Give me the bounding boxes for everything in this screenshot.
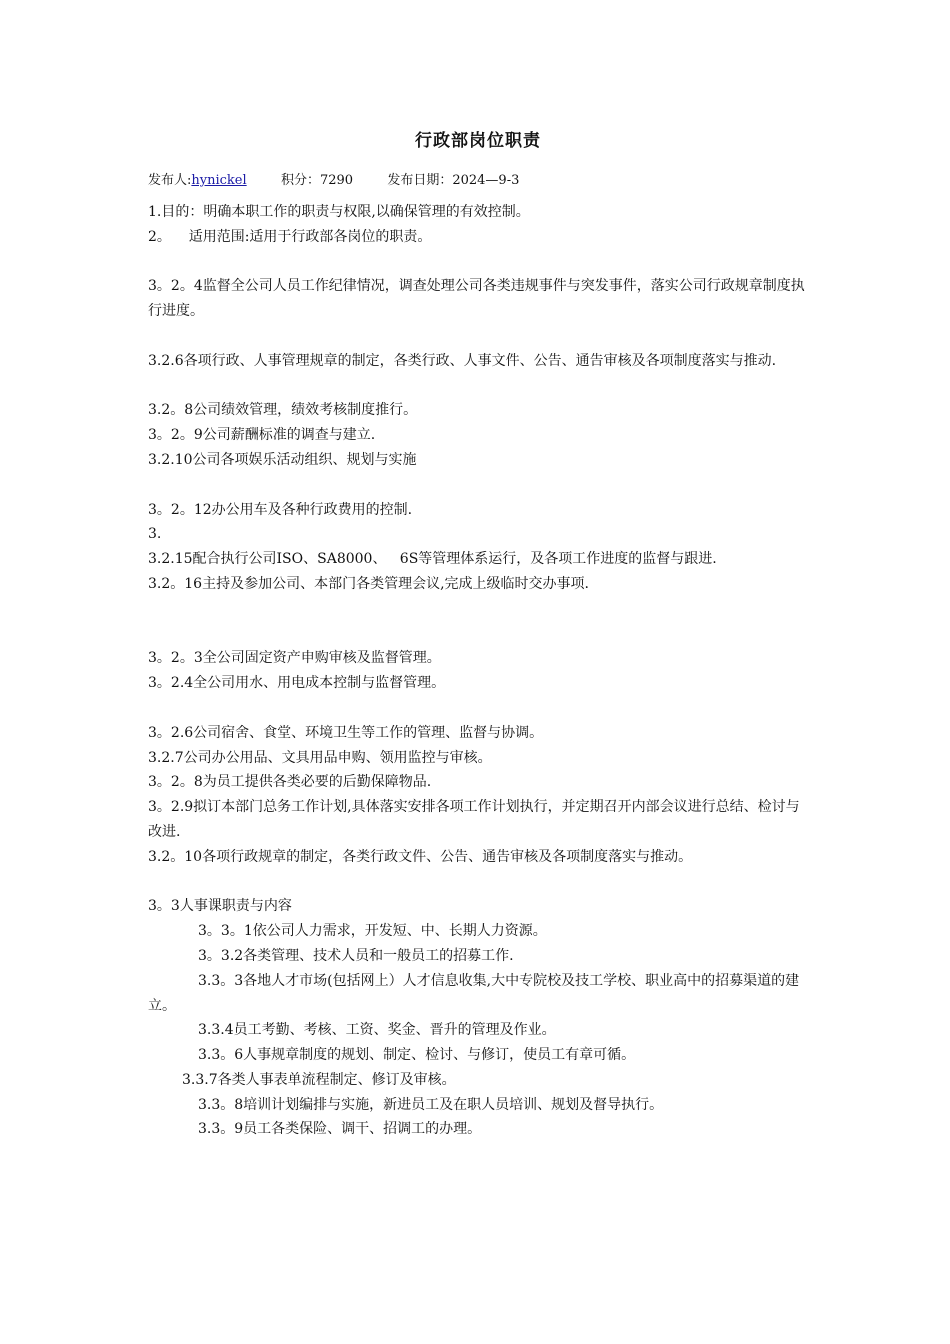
body-line: 3。2。4监督全公司人员工作纪律情况，调查处理公司各类违规事件与突发事件，落实公司行政规章制度执行进度。 (148, 278, 805, 320)
points-label: 积分： (280, 173, 320, 188)
body-line: 3. (148, 526, 162, 543)
body-line: 3。2。8为员工提供各类必要的后勤保障物品. (148, 774, 432, 791)
blank-line (148, 374, 808, 399)
body-line: 3.2。10各项行政规章的制定，各类行政文件、公告、通告审核及各项制度落实与推动。 (148, 848, 693, 865)
body-line: 3.3。9员工各类保险、调干、招调工的办理。 (198, 1121, 482, 1138)
body-line-text: 3.3。3各地人才市场(包括网上）人才信息收集,大中专院校及技工学校、职业高中的招募渠道的建立。 (148, 972, 800, 1014)
body-line: 3。2。9公司薪酬标准的调查与建立. (148, 427, 376, 444)
points-value: 7290 (319, 173, 354, 188)
body-line: 3.2.10公司各项娱乐活动组织、规划与实施 (148, 451, 417, 468)
body-line: 3。3。1依公司人力需求，开发短、中、长期人力资源。 (198, 923, 547, 940)
body-line: 3.3.4员工考勤、考核、工资、奖金、晋升的管理及作业。 (198, 1022, 556, 1039)
body-line: 3。2.6公司宿舍、食堂、环境卫生等工作的管理、监督与协调。 (148, 724, 544, 741)
body-line: 3.2.7公司办公用品、文具用品申购、领用监控与审核。 (148, 749, 492, 766)
body-line: 3.2.15配合执行公司ISO、SA8000、 6S等管理体系运行，及各项工作进度的监督与跟进. (148, 551, 717, 568)
body-line: 3.3。8培训计划编排与实施，新进员工及在职人员培训、规划及督导执行。 (198, 1096, 664, 1113)
date-label: 发布日期： (387, 173, 453, 188)
body-line: 3。2。12办公用车及各种行政费用的控制. (148, 501, 413, 518)
blank-line (148, 696, 808, 721)
body-line: 1.目的：明确本职工作的职责与权限,以确保管理的有效控制。 (148, 204, 530, 220)
body-line: 3.2.6各项行政、人事管理规章的制定，各类行政、人事文件、公告、通告审核及各项制度落实与推动. (148, 352, 777, 369)
body-line: 2。 适用范围:适用于行政部各岗位的职责。 (148, 228, 432, 245)
body-line: 3.2。16主持及参加公司、本部门各类管理会议,完成上级临时交办事项. (148, 575, 589, 592)
publisher-label: 发布人: (148, 173, 192, 188)
body-line: 3。2.9拟订本部门总务工作计划,具体落实安排各项工作计划执行，并定期召开内部会议进行总结、检讨与改进. (148, 799, 800, 840)
document-page (148, 128, 808, 1142)
body-line: 3。2.4全公司用水、用电成本控制与监督管理。 (148, 675, 446, 692)
body-line: 3。2。3全公司固定资产申购审核及监督管理。 (148, 650, 441, 667)
document-meta (148, 170, 808, 192)
body-line: 3.3.7各类人事表单流程制定、修订及审核。 (182, 1071, 456, 1088)
blank-line (148, 870, 808, 895)
body-line (148, 969, 808, 1019)
body-line: 3。3.2各类管理、技术人员和一般员工的招募工作. (198, 947, 514, 964)
blank-line (148, 324, 808, 349)
body-line: 3.3。6人事规章制度的规划、制定、检讨、与修订，使员工有章可循。 (198, 1047, 636, 1064)
body-line: 3.2。8公司绩效管理，绩效考核制度推行。 (148, 402, 418, 419)
date-value: 2024—9-3 (452, 173, 520, 188)
document-body (148, 200, 808, 1142)
document-title: 行政部岗位职责 (415, 131, 541, 151)
blank-line (148, 597, 808, 622)
blank-line (148, 250, 808, 275)
section-heading: 3。3人事课职责与内容 (148, 898, 292, 915)
publisher-link[interactable]: hynickel (191, 173, 247, 188)
blank-line (148, 622, 808, 647)
blank-line (148, 473, 808, 498)
